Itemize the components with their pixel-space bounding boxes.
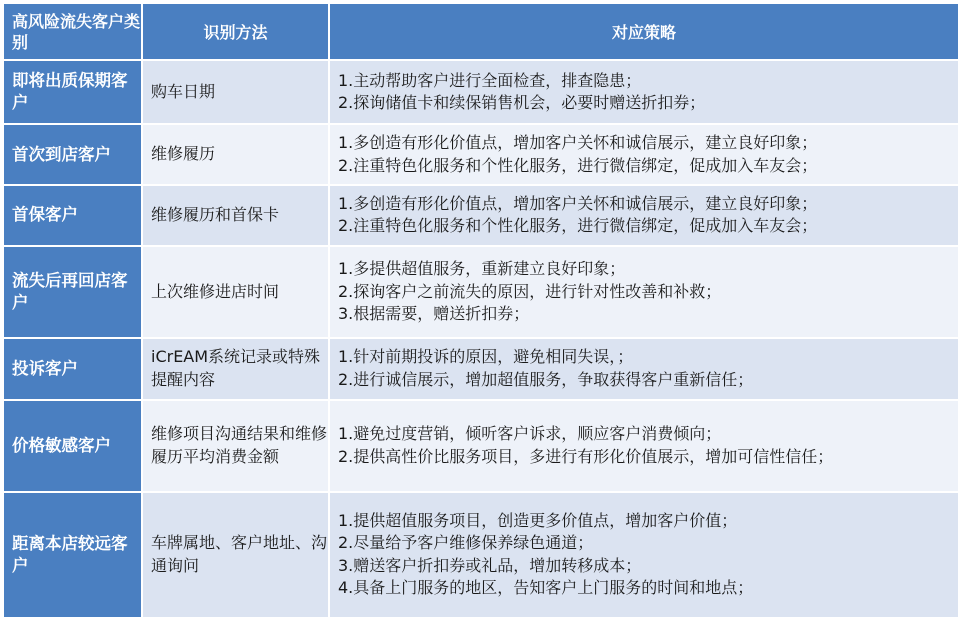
category-cell: 首保客户 [4,186,141,245]
method-cell: 维修履历和首保卡 [143,186,328,245]
table-row [4,493,958,617]
category-cell: 即将出质保期客户 [4,61,141,123]
strategy-cell [330,61,958,123]
strategy-line: 4.具备上门服务的地区，告知客户上门服务的时间和地点； [338,578,754,598]
strategy-line: 1.多提供超值服务，重新建立良好印象； [338,259,626,279]
risk-customer-table [2,2,960,619]
method-cell [143,339,328,399]
strategy-cell [330,401,958,491]
strategy-line: 1.主动帮助客户进行全面检查，排查隐患； [338,70,642,90]
category-cell: 距离本店较远客户 [4,493,141,617]
strategy-line: 1.针对前期投诉的原因，避免相同失误，； [338,347,634,367]
strategy-line: 1.提供超值服务项目，创造更多价值点，增加客户价值； [338,510,738,530]
category-cell: 价格敏感客户 [4,401,141,491]
table-row [4,186,958,245]
strategy-line: 2.注重特色化服务和个性化服务，进行微信绑定，促成加入车友会； [338,216,818,236]
method-text: iCrEAM系统记录或特殊提醒内容 [151,347,321,389]
strategy-line: 3.赠送客户折扣券或礼品，增加转移成本； [338,555,642,575]
category-cell: 流失后再回店客户 [4,247,141,337]
strategy-line: 1.多创造有形化价值点，增加客户关怀和诚信展示，建立良好印象； [338,193,818,213]
category-cell: 投诉客户 [4,339,141,399]
strategy-line: 2.探询客户之前流失的原因，进行针对性改善和补救； [338,281,722,301]
strategy-cell [330,186,958,245]
header-strategy: 对应策略 [330,4,958,59]
strategy-line: 1.多创造有形化价值点，增加客户关怀和诚信展示，建立良好印象； [338,133,818,153]
header-category: 高风险流失客户类别 [4,4,141,59]
table-row [4,401,958,491]
strategy-line: 1.避免过度营销，倾听客户诉求，顺应客户消费倾向； [338,424,722,444]
header-method: 识别方法 [143,4,328,59]
strategy-line: 3.根据需要，赠送折扣券； [338,304,530,324]
strategy-cell [330,493,958,617]
strategy-line: 2.尽量给予客户维修保养绿色通道； [338,533,594,553]
method-text: 维修项目沟通结果和维修履历平均消费金额 [151,424,328,466]
strategy-line: 2.进行诚信展示，增加超值服务，争取获得客户重新信任； [338,369,754,389]
strategy-line: 2.注重特色化服务和个性化服务，进行微信绑定，促成加入车友会； [338,155,818,175]
method-cell [143,401,328,491]
table-row [4,247,958,337]
method-cell: 维修履历 [143,125,328,184]
strategy-cell [330,125,958,184]
strategy-cell [330,339,958,399]
strategy-cell [330,247,958,337]
table-row [4,61,958,123]
category-cell: 首次到店客户 [4,125,141,184]
method-cell: 购车日期 [143,61,328,123]
strategy-line: 2.探询储值卡和续保销售机会，必要时赠送折扣券； [338,93,706,113]
strategy-line: 2.提供高性价比服务项目，多进行有形化价值展示，增加可信性信任； [338,446,834,466]
method-cell [143,493,328,617]
method-text: 车牌属地、客户地址、沟通询问 [151,533,328,575]
table-row [4,125,958,184]
method-cell: 上次维修进店时间 [143,247,328,337]
header-row [4,4,958,59]
table-row [4,339,958,399]
